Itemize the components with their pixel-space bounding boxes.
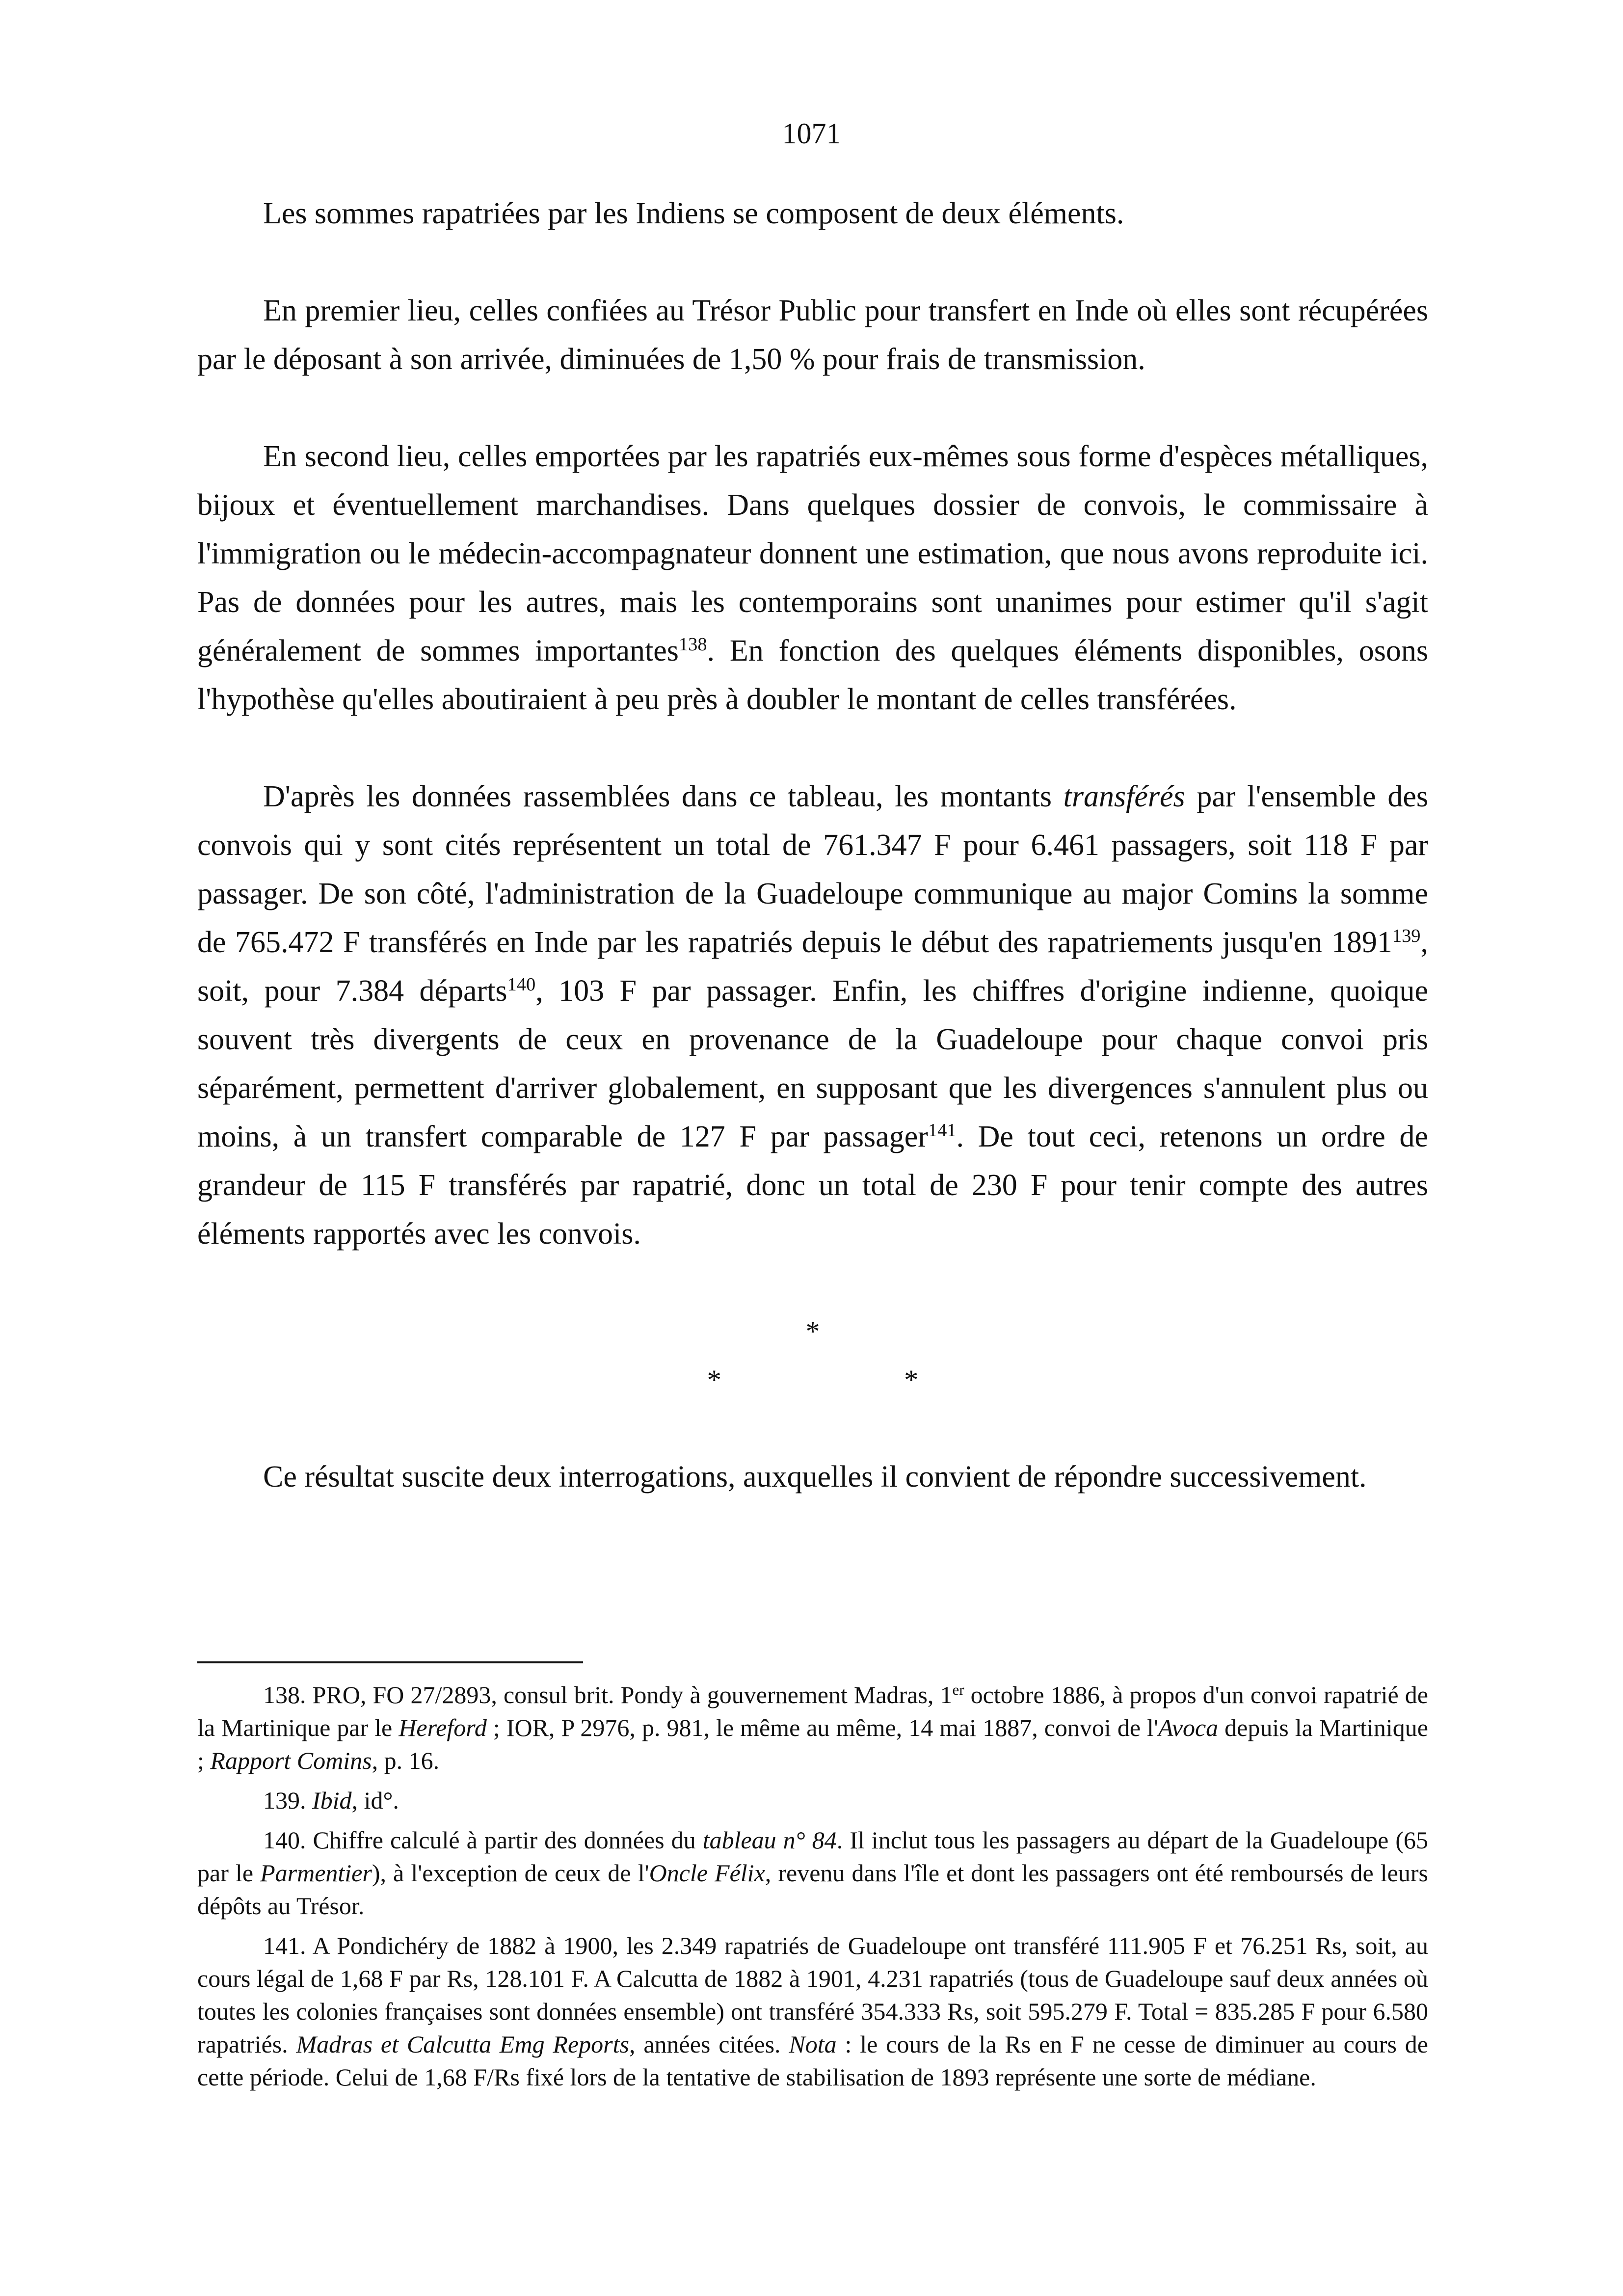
text-run: Les sommes rapatriées par les Indiens se composent de deux éléments. xyxy=(263,197,1124,230)
footnote-139 xyxy=(197,1784,1428,1817)
italic-text: Parmentier xyxy=(260,1859,372,1887)
footnote-138 xyxy=(197,1679,1428,1777)
text-run: 141. A Pondichéry de 1882 à 1900, les 2.349 rapatriés de Guadeloupe ont transféré 111.905 F et 76.251 Rs, soit, au cours légal de 1,68 F par Rs, 128.101 F. A Calcutta de 1882 à 1901, 4.231 rapatriés (tous de Guadeloupe sauf deux années où toutes les colonies françaises sont données ensemble) ont transféré 354.333 Rs, soit 595.279 F. Total = 835.285 F pour 6.580 rapatriés. xyxy=(197,1932,1428,2058)
footnote-ref: 139 xyxy=(1392,925,1421,946)
footnote-divider xyxy=(197,1661,583,1663)
text-run: ; IOR, P 2976, p. 981, le même au même, 14 mai 1887, convoi de l' xyxy=(486,1714,1158,1741)
text-run: En premier lieu, celles confiées au Trésor Public pour transfert en Inde où elles sont récupérées par le déposant à son arrivée, diminuées de 1,50 % pour frais de transmission. xyxy=(197,294,1428,376)
text-run: , revenu dans l'île et dont les passagers ont été remboursés de leurs dépôts au Trésor. xyxy=(197,1859,1428,1920)
text-run: : le cours de la Rs en F ne cesse de diminuer au cours de cette période. Celui de 1,68 F/Rs fixé lors de la tentative de stabilisation de 1893 représente une sorte de médiane. xyxy=(197,2030,1428,2091)
separator-star-line-1: * xyxy=(805,1315,820,1347)
italic-text: Oncle Félix xyxy=(649,1859,765,1887)
italic-text: Madras et Calcutta Emg Reports xyxy=(296,2030,629,2058)
text-run: depuis la Martinique ; xyxy=(197,1714,1429,1774)
italic-text: Hereford xyxy=(399,1714,487,1741)
separator-star-line-2: * * xyxy=(707,1364,919,1396)
footnote-141 xyxy=(197,1929,1428,2094)
text-run: , p. 16. xyxy=(372,1747,440,1774)
page-number: 1071 xyxy=(782,117,841,150)
text-run: D'après les données rassemblées dans ce tableau, les montants xyxy=(263,780,1064,813)
text-run: ), à l'exception de ceux de l' xyxy=(372,1859,649,1887)
footnote-ref: er xyxy=(952,1681,964,1698)
text-run: . En fonction des quelques éléments disponibles, osons l'hypothèse qu'elles aboutiraient à peu près à doubler le montant de celles transférées. xyxy=(197,634,1429,716)
text-run: 139. xyxy=(263,1787,312,1814)
text-run: par l'ensemble des convois qui y sont cités représentent un total de 761.347 F pour 6.461 passagers, soit 118 F par passager. De son côté, l'administration de la Guadeloupe communique au major Comins la somme de 765.472 F transférés en Inde par les rapatriés depuis le début des rapatriements jusqu'en 1891 xyxy=(197,780,1428,959)
text-run: 140. Chiffre calculé à partir des données du xyxy=(263,1826,703,1854)
text-run: , soit, pour 7.384 départs xyxy=(197,926,1428,1008)
body-text xyxy=(197,189,1428,1501)
text-run: . Il inclut tous les passagers au départ de la Guadeloupe (65 par le xyxy=(197,1826,1428,1887)
footnote-ref: 140 xyxy=(507,974,536,995)
text-run: 138. PRO, FO 27/2893, consul brit. Pondy à gouvernement Madras, 1 xyxy=(263,1681,953,1709)
italic-text: transférés xyxy=(1063,780,1185,813)
italic-text: tableau n° 84 xyxy=(702,1826,837,1854)
text-run: , 103 F par passager. Enfin, les chiffres d'origine indienne, quoique souvent très divergents de ceux en provenance de la Guadeloupe pour chaque convoi pris séparément, permettent d'arriver globalement, en supposant que les divergences s'annulent plus ou moins, à un transfert comparable de 127 F par passager xyxy=(197,974,1428,1153)
text-run: En second lieu, celles emportées par les rapatriés eux-mêmes sous forme d'espèces métalliques, bijoux et éventuellement marchandises. Dans quelques dossier de convois, le commissaire à l'immigration ou le médecin-accompagnateur donnent une estimation, que nous avons reproduite ici. Pas de données pour les autres, mais les contemporains sont unanimes pour estimer qu'il s'agit généralement de sommes importantes xyxy=(197,440,1428,667)
section-separator xyxy=(197,1307,1428,1404)
footnote-ref: 141 xyxy=(928,1120,957,1141)
text-run: . De tout ceci, retenons un ordre de grandeur de 115 F transférés par rapatrié, donc un total de 230 F pour tenir compte des autres éléments rapportés avec les convois. xyxy=(197,1120,1428,1251)
paragraph xyxy=(197,189,1428,238)
footnote-140 xyxy=(197,1824,1428,1922)
paragraph xyxy=(197,773,1428,1258)
footnote-ref: 138 xyxy=(678,634,707,655)
closing-paragraph xyxy=(197,1453,1428,1501)
text-run: octobre 1886, à propos d'un convoi rapatrié de la Martinique par le xyxy=(197,1681,1428,1741)
italic-text: Rapport Comins xyxy=(210,1747,372,1774)
italic-text: Avoca xyxy=(1158,1714,1219,1741)
paragraph xyxy=(197,432,1428,724)
italic-text: Nota xyxy=(789,2030,837,2058)
text-run: , années citées. xyxy=(629,2030,789,2058)
footnotes xyxy=(197,1679,1428,2101)
text-run: , id°. xyxy=(351,1787,399,1814)
paragraph xyxy=(197,287,1428,384)
text-run: Ce résultat suscite deux interrogations, auxquelles il convient de répondre successivement. xyxy=(263,1460,1367,1494)
italic-text: Ibid xyxy=(312,1787,352,1814)
